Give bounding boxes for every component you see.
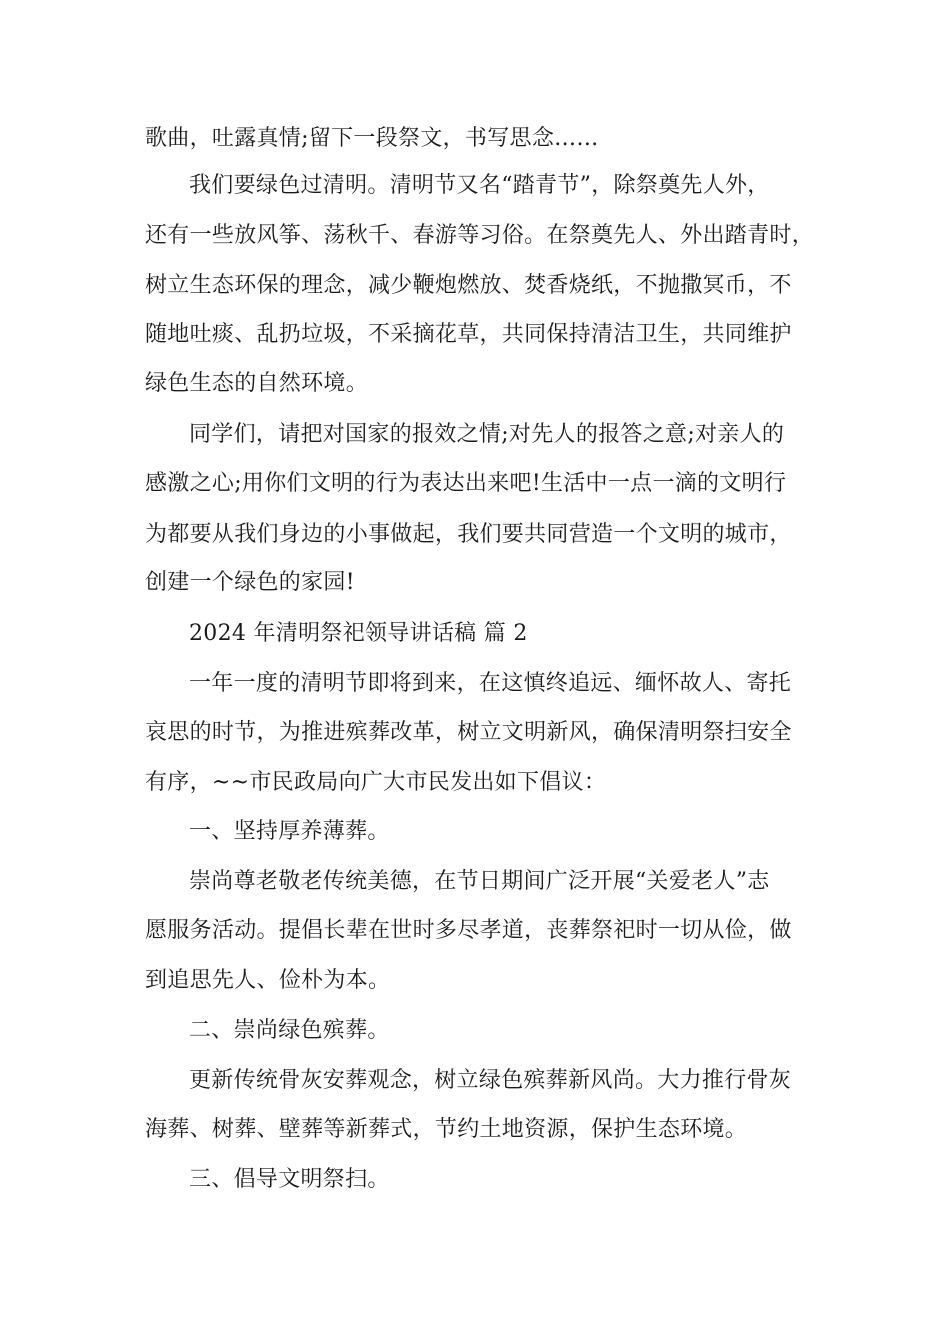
list-heading: 一、坚持厚养薄葬。 <box>189 819 390 844</box>
text-line: 树立生态环保的理念，减少鞭炮燃放、焚香烧纸，不抛撒冥币，不 <box>145 273 792 298</box>
paragraph-start: 我们要绿色过清明。清明节又名“踏青节”，除祭奠先人外， <box>189 173 770 198</box>
paragraph-start: 更新传统骨灰安葬观念，树立绿色殡葬新风尚。大力推行骨灰 <box>189 1068 792 1093</box>
text-line: 愿服务活动。提倡长辈在世时多尽孝道，丧葬祭祀时一切从俭，做 <box>145 918 792 943</box>
paragraph-start: 同学们，请把对国家的报效之情;对先人的报答之意;对亲人的 <box>189 422 785 447</box>
text-line: 绿色生态的自然环境。 <box>145 371 369 396</box>
text-line: 创建一个绿色的家园! <box>145 570 355 595</box>
text-line: 还有一些放风筝、荡秋千、春游等习俗。在祭奠先人、外出踏青时， <box>145 223 815 248</box>
text-line: 哀思的时节，为推进殡葬改革，树立文明新风，确保清明祭扫安全 <box>145 720 792 745</box>
list-heading: 三、倡导文明祭扫。 <box>189 1167 390 1192</box>
text-line: 到追思先人、俭朴为本。 <box>145 968 391 993</box>
paragraph-start: 一年一度的清明节即将到来，在这慎终追远、缅怀故人、寄托 <box>189 671 792 696</box>
text-line: 随地吐痰、乱扔垃圾，不采摘花草，共同保持清洁卫生，共同维护 <box>145 322 792 347</box>
section-heading: 2024 年清明祭祀领导讲话稿 篇 2 <box>189 621 528 646</box>
list-heading: 二、崇尚绿色殡葬。 <box>189 1018 390 1043</box>
text-line: 感激之心;用你们文明的行为表达出来吧!生活中一点一滴的文明行 <box>145 471 787 496</box>
text-line: 歌曲，吐露真情;留下一段祭文，书写思念…… <box>145 126 599 151</box>
paragraph-start: 崇尚尊老敬老传统美德，在节日期间广泛开展“关爱老人”志 <box>189 869 770 894</box>
text-line: 有序，~~市民政局向广大市民发出如下倡议： <box>145 770 607 795</box>
text-line: 海葬、树葬、壁葬等新葬式，节约土地资源，保护生态环境。 <box>145 1117 748 1142</box>
text-line: 为都要从我们身边的小事做起，我们要共同营造一个文明的城市， <box>145 522 792 547</box>
